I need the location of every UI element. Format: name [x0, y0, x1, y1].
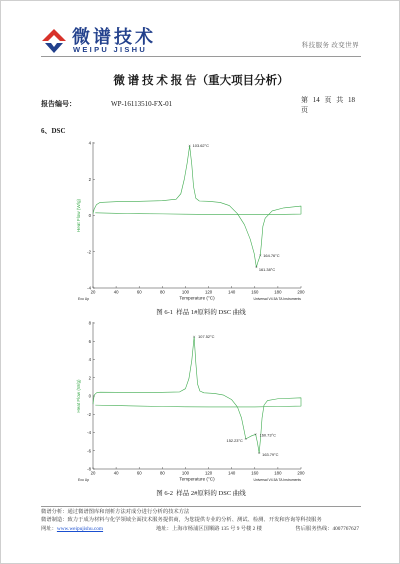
y-tick-label: 4: [88, 140, 91, 146]
x-tick-label: 120: [204, 470, 213, 476]
x-tick-label: 40: [113, 289, 119, 295]
x-tick-label: 60: [136, 289, 142, 295]
x-tick-label: 140: [228, 289, 236, 295]
y-tick-label: -6: [87, 448, 91, 454]
y-tick-label: 0: [88, 393, 91, 399]
y-axis-title: Heat Flow (W/g): [76, 198, 81, 233]
annotation-label: 161.38°C: [258, 267, 276, 273]
y-tick-label: 8: [88, 320, 91, 326]
instrument-label: Universal V4.5A TA Instruments: [253, 478, 301, 482]
x-tick-label: 100: [181, 470, 190, 476]
footer-website: [41, 526, 103, 533]
report-title: 微 谱 技 术 报 告（重大项目分析）: [113, 75, 289, 87]
y-tick-label: -4: [87, 285, 91, 291]
x-tick-label: 180: [274, 289, 282, 295]
figure-caption-2: 图 6-2 样品 2#原料的 DSC 曲线: [156, 490, 246, 497]
x-tick-label: 40: [113, 470, 119, 476]
plot-area: [87, 141, 305, 295]
x-tick-label: 20: [90, 470, 96, 476]
header-divider: [41, 56, 361, 57]
footer-address: 地址：上海市杨浦区国顺路 135 号 9 号楼 2 楼: [156, 526, 262, 532]
x-tick-label: 60: [136, 470, 142, 476]
figure-caption-1: 图 6-1 样品 1#原料的 DSC 曲线: [156, 309, 246, 316]
series-line-1: [93, 146, 301, 267]
y-tick-label: 0: [88, 213, 91, 218]
weipu-logo-icon: [40, 28, 68, 54]
footer-line-analysis: 微谱分析：通过微谱图库和剖析方法对成分进行分析的技术方法: [41, 509, 190, 515]
page-number: 第 14 页 共 18 页: [301, 96, 355, 114]
y-tick-label: -2: [87, 411, 91, 417]
x-tick-label: 120: [204, 289, 213, 295]
website-label: 网址：: [41, 526, 57, 532]
y-tick-label: 2: [88, 176, 91, 182]
annotation-label: 163.79°C: [262, 452, 279, 458]
logo-red-shape: [42, 29, 66, 41]
logo-blue-shape: [45, 43, 63, 53]
y-axis-title: Heat Flow (W/g): [76, 379, 81, 413]
footer-hotline: 售后服务热线：4007767627: [295, 526, 359, 532]
annotation-label: 152.23°C: [226, 437, 243, 443]
y-tick-label: 6: [88, 338, 91, 344]
x-tick-label: 180: [274, 470, 282, 476]
report-number-label: 报告编号：: [41, 100, 76, 108]
exo-up-label: Exo Up: [78, 297, 90, 301]
x-tick-label: 200: [297, 470, 305, 476]
annotation-label: 160.73°C: [259, 432, 276, 438]
dsc-chart-2: [61, 317, 321, 489]
x-tick-label: 140: [228, 470, 236, 476]
x-tick-label: 20: [90, 289, 96, 295]
y-tick-label: -4: [87, 430, 91, 435]
x-axis-title: Temperature (°C): [179, 476, 215, 482]
report-number-value: WP-16113510-FX-01: [111, 100, 173, 108]
y-tick-label: 4: [88, 357, 91, 362]
annotation-label: 103.62°C: [192, 143, 209, 149]
x-tick-label: 80: [159, 470, 165, 476]
x-axis-title: Temperature (°C): [179, 295, 215, 301]
website-link[interactable]: www.weipujishu.com: [56, 526, 104, 532]
logo-english-name: WEIPU JISHU: [73, 45, 148, 54]
y-tick-label: 2: [88, 375, 91, 381]
x-tick-label: 160: [251, 470, 259, 476]
annotation-label: 164.76°C: [263, 253, 280, 259]
x-tick-label: 100: [181, 289, 190, 295]
plot-area: [87, 321, 305, 476]
annotation-label: 107.52°C: [198, 334, 215, 340]
logo-chinese-name: 微谱技术: [72, 27, 156, 47]
x-tick-label: 80: [159, 289, 165, 295]
instrument-label: Universal V4.5A TA Instruments: [253, 297, 301, 301]
exo-up-label: Exo Up: [78, 478, 90, 482]
dsc-chart-1: [61, 135, 321, 307]
footer-line-service: 微谱制造：致力于成为材料与化学领域全面技术服务提供商，为您提供专业的分析、测试、检测、开发和咨询等科技服务: [41, 517, 322, 523]
header-slogan: 科技服务 改变世界: [301, 42, 359, 49]
section-heading: 6、DSC: [41, 127, 66, 135]
y-tick-label: -8: [87, 466, 91, 472]
x-tick-label: 160: [251, 289, 259, 295]
y-tick-label: -2: [87, 249, 91, 255]
footer-divider: [41, 506, 361, 507]
x-tick-label: 200: [297, 289, 305, 295]
